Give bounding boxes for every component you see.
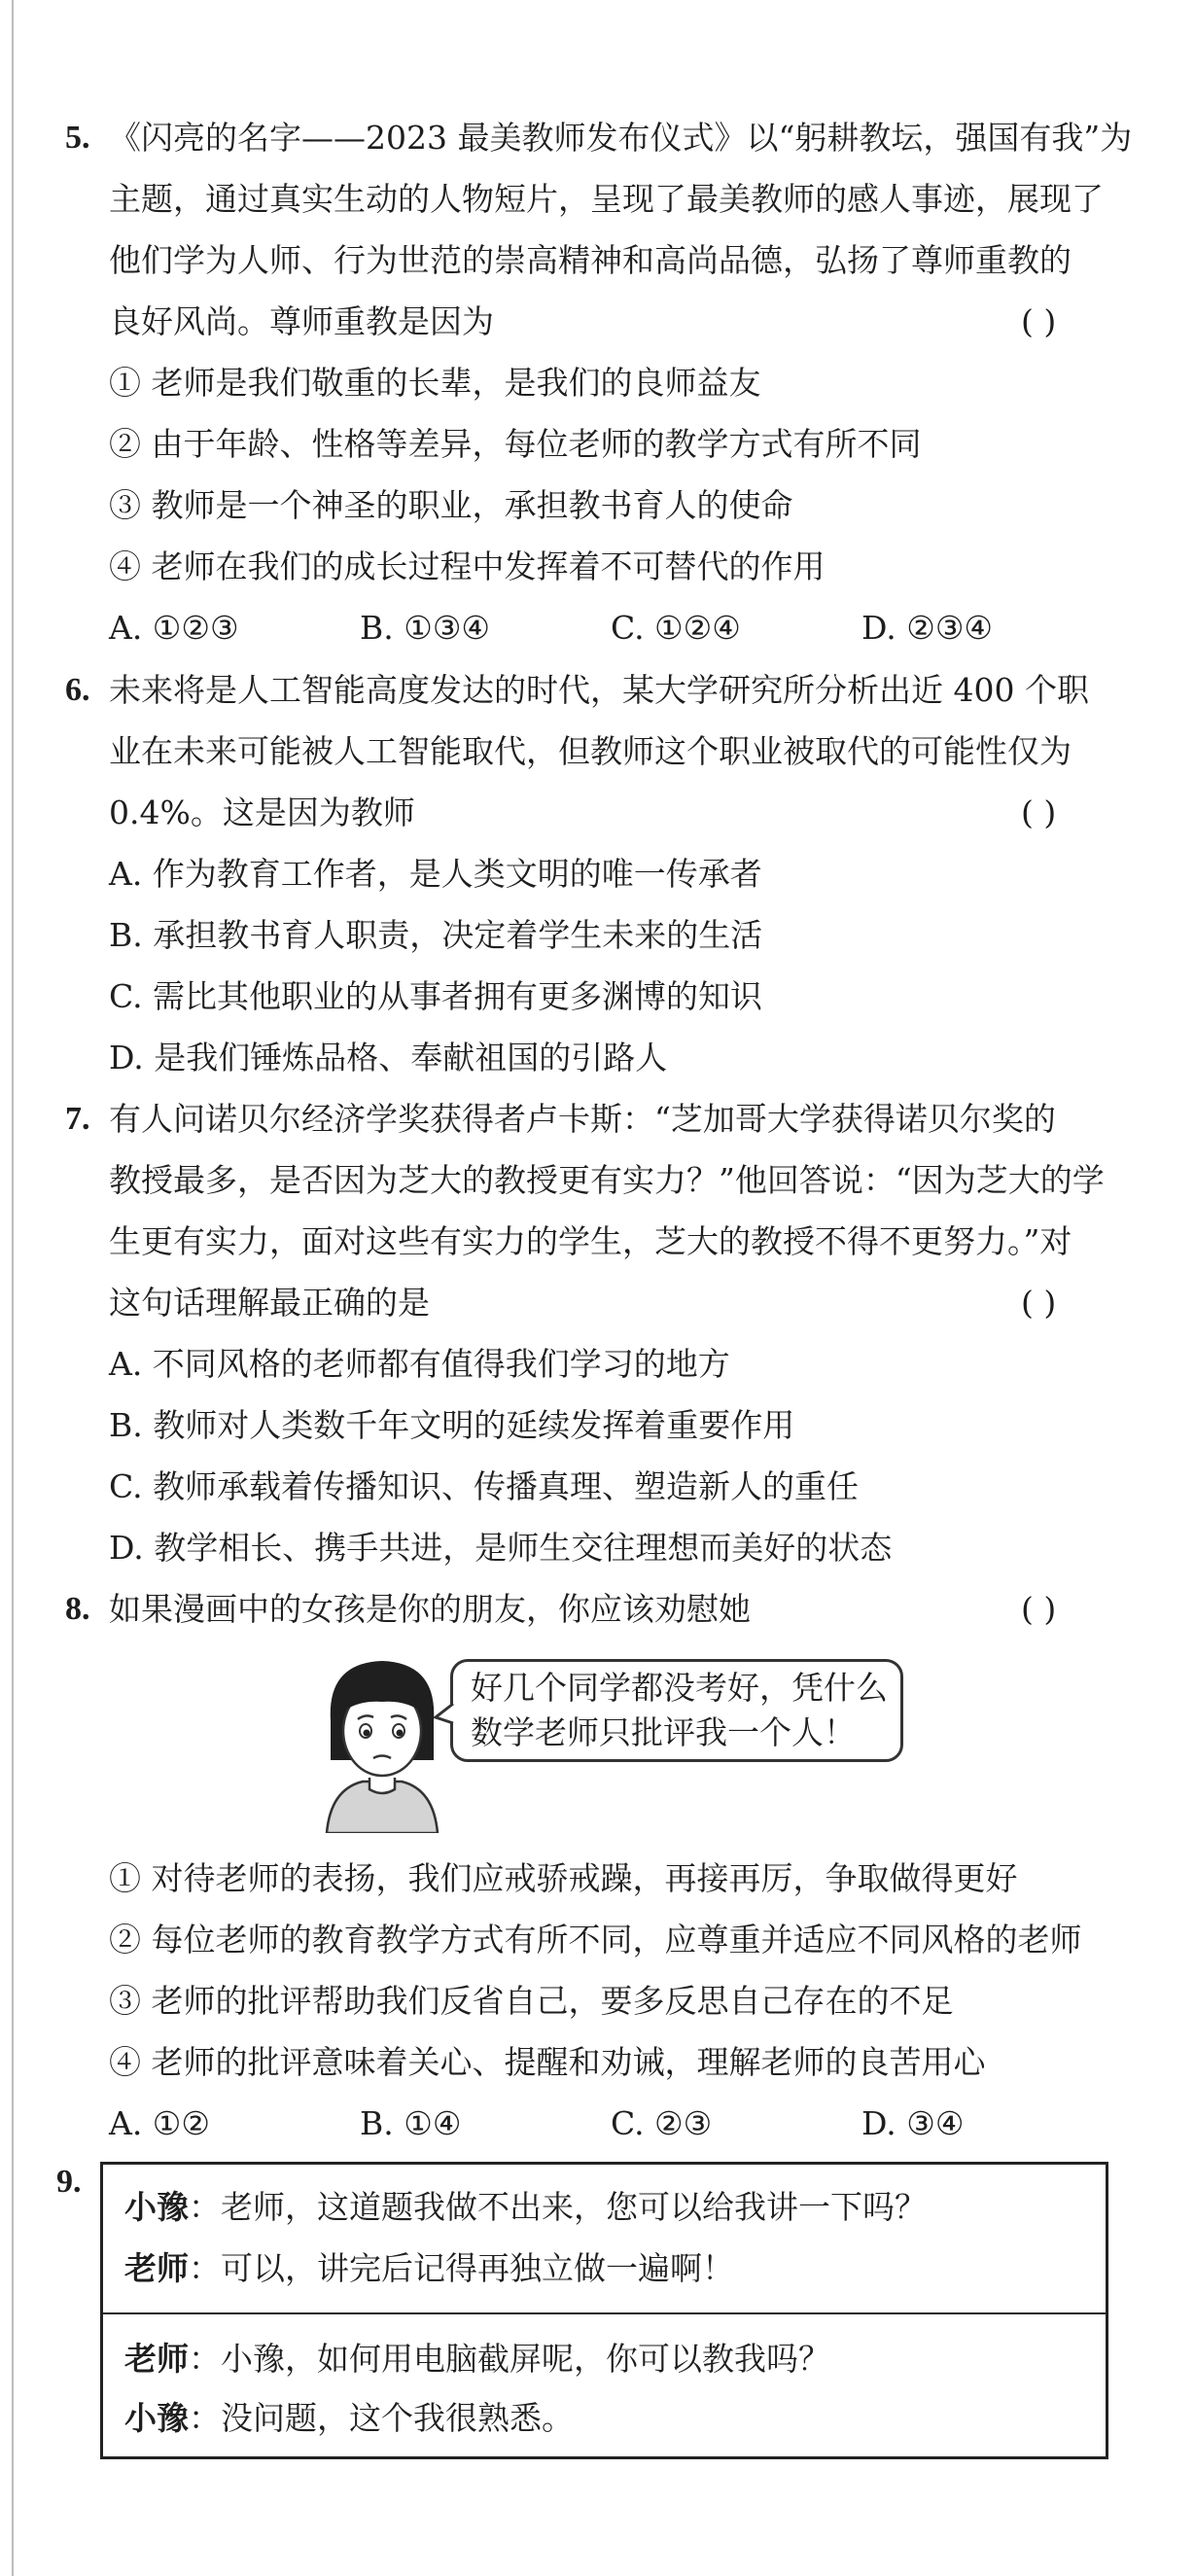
speech-bubble-line-1: 好几个同学都没考好，凭什么 (471, 1669, 888, 1707)
question-5-option-a[interactable]: A. ①②③ (109, 609, 239, 647)
question-5-item-3: ③ 教师是一个神圣的职业，承担教书育人的使命 (109, 486, 793, 524)
question-7-stem-line-1: 有人问诺贝尔经济学奖获得者卢卡斯：“芝加哥大学获得诺贝尔奖的 (109, 1100, 1056, 1138)
speech-bubble-tail-icon (434, 1702, 455, 1727)
girl-cartoon-image (309, 1653, 455, 1833)
question-8-option-c[interactable]: C. ②③ (611, 2104, 713, 2142)
dialog-1-text-1: ：老师，这道题我做不出来，您可以给我讲一下吗？ (189, 2188, 927, 2226)
question-5-number: 5. (65, 120, 90, 156)
question-8-item-3: ③ 老师的批评帮助我们反省自己，要多反思自己存在的不足 (109, 1982, 954, 2020)
question-6-stem-line-2: 业在未来可能被人工智能取代，但教师这个职业被取代的可能性仅为 (109, 732, 1072, 770)
question-5-option-d[interactable]: D. ②③④ (861, 609, 994, 647)
dialog-2-speaker-1: 老师 (124, 2340, 189, 2378)
dialog-2-speaker-2: 小豫 (124, 2399, 189, 2437)
question-6-option-b[interactable]: B. 承担教书育人职责，决定着学生未来的生活 (109, 916, 763, 954)
question-8-item-2: ② 每位老师的教育教学方式有所不同，应尊重并适应不同风格的老师 (109, 1921, 1082, 1958)
question-5-stem-line-2: 主题，通过真实生动的人物短片，呈现了最美教师的感人事迹，展现了 (109, 180, 1104, 218)
question-9-number: 9. (56, 2164, 82, 2200)
question-6-number: 6. (65, 672, 90, 708)
question-8-item-1: ① 对待老师的表扬，我们应戒骄戒躁，再接再厉，争取做得更好 (109, 1859, 1018, 1897)
question-8-number: 8. (65, 1591, 90, 1627)
question-8-item-4: ④ 老师的批评意味着关心、提醒和劝诫，理解老师的良苦用心 (109, 2043, 986, 2081)
question-7-answer-blank[interactable]: ( ) (1021, 1284, 1057, 1322)
question-6-option-d[interactable]: D. 是我们锤炼品格、奉献祖国的引路人 (109, 1039, 668, 1076)
dialog-1-line-1 (124, 2184, 927, 2231)
question-7-stem-line-4: 这句话理解最正确的是 (109, 1284, 430, 1322)
dialog-1-speaker-1: 小豫 (124, 2188, 189, 2226)
question-7-number: 7. (65, 1101, 90, 1137)
dialog-2-line-2 (124, 2395, 574, 2442)
question-8-answer-blank[interactable]: ( ) (1021, 1590, 1057, 1628)
question-7-stem-line-2: 教授最多，是否因为芝大的教授更有实力？”他回答说：“因为芝大的学 (109, 1161, 1105, 1199)
dialog-1-speaker-2: 老师 (124, 2249, 189, 2287)
question-5-stem-line-4: 良好风尚。尊师重教是因为 (109, 302, 494, 340)
speech-bubble-line-2: 数学老师只批评我一个人！ (471, 1713, 856, 1751)
question-8-stem: 如果漫画中的女孩是你的朋友，你应该劝慰她 (109, 1590, 751, 1628)
question-5-stem-line-1: 《闪亮的名字——2023 最美教师发布仪式》以“躬耕教坛，强国有我”为 (109, 119, 1133, 157)
dialog-2-line-1 (124, 2336, 830, 2382)
question-5-option-c[interactable]: C. ①②④ (611, 609, 741, 647)
question-8-option-a[interactable]: A. ①② (109, 2104, 210, 2142)
left-margin-line (12, 0, 14, 2576)
dialog-box (100, 2162, 1108, 2459)
question-8-option-d[interactable]: D. ③④ (861, 2104, 965, 2142)
question-5-item-4: ④ 老师在我们的成长过程中发挥着不可替代的作用 (109, 547, 826, 585)
question-5-item-2: ② 由于年龄、性格等差异，每位老师的教学方式有所不同 (109, 425, 922, 463)
speech-bubble (450, 1659, 903, 1762)
question-6-answer-blank[interactable]: ( ) (1021, 794, 1057, 831)
question-5-item-1: ① 老师是我们敬重的长辈，是我们的良师益友 (109, 364, 761, 402)
dialog-divider (103, 2312, 1106, 2314)
question-7-option-a[interactable]: A. 不同风格的老师都有值得我们学习的地方 (109, 1345, 730, 1383)
dialog-1-line-2 (124, 2245, 734, 2292)
question-6-option-c[interactable]: C. 需比其他职业的从事者拥有更多渊博的知识 (109, 977, 763, 1015)
question-7-option-b[interactable]: B. 教师对人类数千年文明的延续发挥着重要作用 (109, 1406, 795, 1444)
question-7-option-d[interactable]: D. 教学相长、携手共进，是师生交往理想而美好的状态 (109, 1529, 893, 1567)
question-5-option-b[interactable]: B. ①③④ (360, 609, 490, 647)
question-7-option-c[interactable]: C. 教师承载着传播知识、传播真理、塑造新人的重任 (109, 1467, 860, 1505)
dialog-2-text-2: ：没问题，这个我很熟悉。 (189, 2399, 574, 2437)
dialog-1-text-2: ：可以，讲完后记得再独立做一遍啊！ (189, 2249, 734, 2287)
question-5-answer-blank[interactable]: ( ) (1021, 302, 1057, 340)
question-6-option-a[interactable]: A. 作为教育工作者，是人类文明的唯一传承者 (109, 855, 762, 893)
question-6-stem-line-1: 未来将是人工智能高度发达的时代，某大学研究所分析出近 400 个职 (109, 671, 1089, 709)
dialog-2-text-1: ：小豫，如何用电脑截屏呢，你可以教我吗？ (189, 2340, 830, 2378)
question-7-stem-line-3: 生更有实力，面对这些有实力的学生，芝大的教授不得不更努力。”对 (109, 1222, 1072, 1260)
question-8-option-b[interactable]: B. ①④ (360, 2104, 462, 2142)
question-6-stem-line-3: 0.4%。这是因为教师 (109, 794, 415, 831)
question-5-stem-line-3: 他们学为人师、行为世范的崇高精神和高尚品德，弘扬了尊师重教的 (109, 241, 1072, 279)
